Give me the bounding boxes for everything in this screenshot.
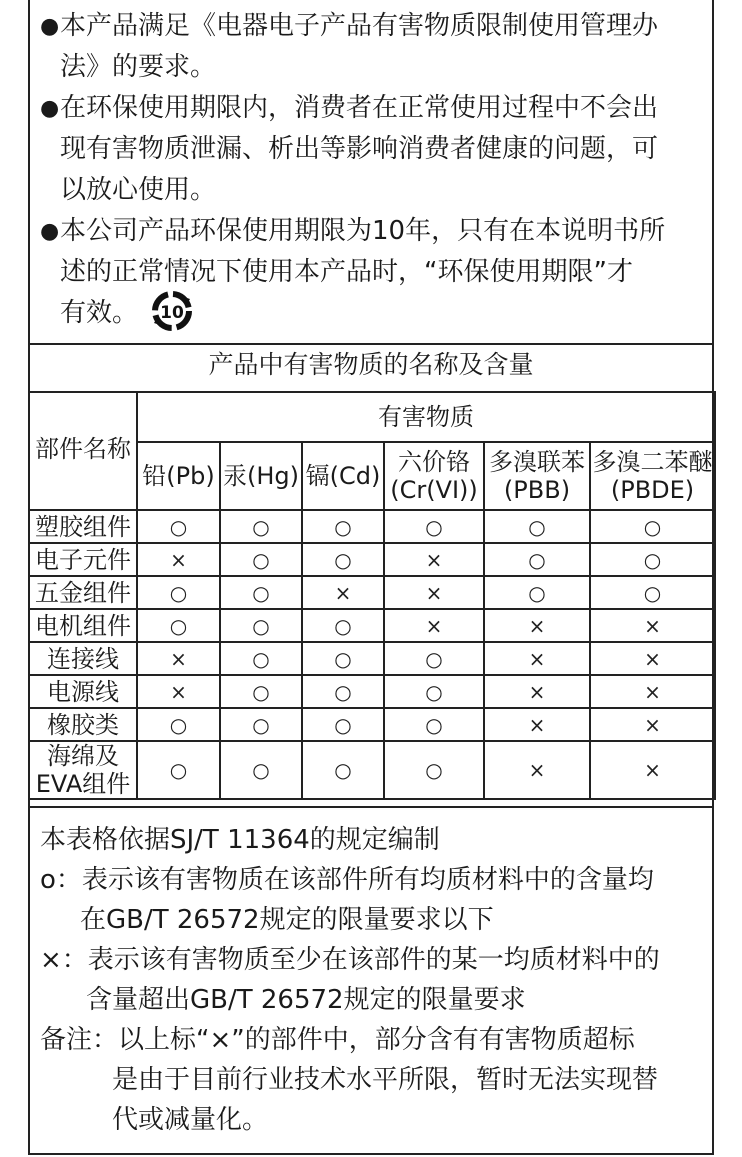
substance-name: 六价铬 [398, 448, 470, 476]
table-row [29, 543, 715, 576]
component-name [29, 543, 137, 576]
intro-paragraph-3 [40, 211, 700, 252]
eco-period-10-icon [150, 289, 194, 333]
substance-mark: ○ [220, 675, 302, 708]
substance-mark: × [590, 675, 715, 708]
substance-mark: ○ [590, 543, 715, 576]
intro-text: 以放心使用。 [60, 175, 217, 205]
substance-mark: ○ [220, 576, 302, 609]
intro-text: 现有害物质泄漏、析出等影响消费者健康的问题，可 [60, 134, 659, 164]
substance-mark: ○ [590, 576, 715, 609]
note-remark: 备注：以上标“×”的部件中，部分含有有害物质超标 [40, 1025, 635, 1055]
intro-text: 述的正常情况下使用本产品时，“环保使用期限”才 [60, 257, 633, 287]
component-name-text: 塑胶组件 [35, 512, 131, 541]
bullet-icon: ● [40, 219, 60, 244]
bullet-icon: ● [40, 96, 60, 121]
substance-mark: × [484, 642, 590, 675]
substance-mark: ○ [220, 708, 302, 741]
table-row [29, 510, 715, 543]
substance-mark: ○ [137, 708, 220, 741]
component-name [29, 510, 137, 543]
substance-column-header [302, 442, 384, 510]
substance-mark: ○ [302, 675, 384, 708]
substance-mark: ○ [384, 741, 484, 799]
substance-mark: ○ [220, 741, 302, 799]
component-name [29, 675, 137, 708]
bullet-icon: ● [40, 14, 60, 39]
substance-name: 铅(Pb) [142, 462, 215, 490]
substance-mark: ○ [220, 543, 302, 576]
substance-mark: ○ [484, 576, 590, 609]
substance-mark: × [384, 609, 484, 642]
component-name-header: 部件名称 [29, 392, 137, 510]
substance-mark: ○ [384, 510, 484, 543]
substance-formula: (Cr(VI)) [390, 476, 478, 504]
substance-mark: ○ [302, 642, 384, 675]
component-name-text: 连接线 [47, 644, 119, 673]
substance-name: 镉(Cd) [305, 462, 381, 490]
table-row [29, 609, 715, 642]
substance-mark: × [484, 609, 590, 642]
substance-mark: × [590, 609, 715, 642]
component-name-text: EVA组件 [35, 770, 131, 798]
intro-paragraph-1 [40, 6, 700, 47]
intro-text: 本产品满足《电器电子产品有害物质限制使用管理办 [60, 11, 659, 41]
table-row [29, 675, 715, 708]
eco-period-number: 10 [160, 302, 185, 323]
component-name-text: 电源线 [47, 677, 119, 706]
substance-mark: × [384, 543, 484, 576]
hazardous-substance-table [28, 391, 716, 800]
substance-mark: ○ [302, 609, 384, 642]
substance-mark: × [590, 741, 715, 799]
substance-name: 多溴联苯 [489, 448, 585, 476]
substance-mark: ○ [302, 708, 384, 741]
intro-text: 有效。 [60, 298, 139, 328]
component-name [29, 708, 137, 741]
note-basis: 本表格依据SJ/T 11364的规定编制 [40, 825, 440, 855]
substance-mark: ○ [384, 675, 484, 708]
substance-mark: ○ [137, 510, 220, 543]
substance-column-header [220, 442, 302, 510]
substance-column-header [590, 442, 715, 510]
note-cross-meaning: ×：表示该有害物质至少在该部件的某一均质材料中的 [40, 945, 660, 975]
table-title: 产品中有害物质的名称及含量 [208, 350, 534, 379]
intro-text: 在环保使用期限内，消费者在正常使用过程中不会出 [60, 93, 659, 123]
substance-mark: ○ [384, 708, 484, 741]
substance-mark: × [484, 675, 590, 708]
substance-mark: × [137, 675, 220, 708]
substance-mark: ○ [302, 741, 384, 799]
substance-mark: ○ [384, 642, 484, 675]
hazardous-substance-header: 有害物质 [137, 392, 715, 442]
substance-formula: (PBB) [503, 476, 571, 504]
substance-mark: × [484, 741, 590, 799]
substance-name: 多溴二苯醚 [592, 448, 713, 476]
intro-text: 本公司产品环保使用期限为10年，只有在本说明书所 [60, 216, 666, 246]
note-remark-cont: 是由于目前行业技术水平所限，暂时无法实现替 [112, 1065, 659, 1095]
intro-last-line [40, 293, 700, 334]
substance-mark: × [590, 642, 715, 675]
note-cross-meaning-cont: 含量超出GB/T 26572规定的限量要求 [86, 985, 526, 1015]
substance-mark: × [137, 642, 220, 675]
component-name [29, 741, 137, 799]
substance-formula: (PBDE) [610, 476, 695, 504]
substance-mark: ○ [137, 741, 220, 799]
note-circle-meaning-cont: 在GB/T 26572规定的限量要求以下 [80, 905, 494, 935]
substance-mark: ○ [220, 609, 302, 642]
substance-mark: × [484, 708, 590, 741]
substance-mark: × [384, 576, 484, 609]
table-row [29, 708, 715, 741]
substance-column-header [137, 442, 220, 510]
table-row [29, 576, 715, 609]
substance-mark: × [590, 708, 715, 741]
component-name [29, 576, 137, 609]
substance-column-header [484, 442, 590, 510]
intro-text: 法》的要求。 [60, 52, 217, 82]
component-name [29, 642, 137, 675]
substance-mark: ○ [590, 510, 715, 543]
substance-mark: ○ [302, 510, 384, 543]
substance-column-header [384, 442, 484, 510]
intro-paragraph-2 [40, 88, 700, 129]
component-name-text: 海绵及 [47, 742, 119, 770]
substance-mark: ○ [137, 576, 220, 609]
note-circle-meaning: o：表示该有害物质在该部件所有均质材料中的含量均 [40, 865, 654, 895]
substance-mark: ○ [302, 543, 384, 576]
substance-mark: ○ [484, 543, 590, 576]
table-row [29, 642, 715, 675]
component-name-text: 五金组件 [35, 578, 131, 607]
substance-name: 汞(Hg) [222, 462, 299, 490]
substance-mark: ○ [220, 642, 302, 675]
component-name-text: 电机组件 [35, 611, 131, 640]
intro-section [40, 6, 700, 334]
component-name [29, 609, 137, 642]
notes-section [40, 820, 705, 1140]
component-name-text: 橡胶类 [47, 710, 119, 739]
substance-mark: ○ [484, 510, 590, 543]
substance-mark: × [302, 576, 384, 609]
component-name-text: 电子元件 [35, 545, 131, 574]
divider [28, 806, 714, 808]
substance-mark: ○ [220, 510, 302, 543]
table-row [29, 741, 715, 799]
substance-mark: ○ [137, 609, 220, 642]
substance-mark: × [137, 543, 220, 576]
note-remark-cont: 代或减量化。 [112, 1105, 269, 1135]
